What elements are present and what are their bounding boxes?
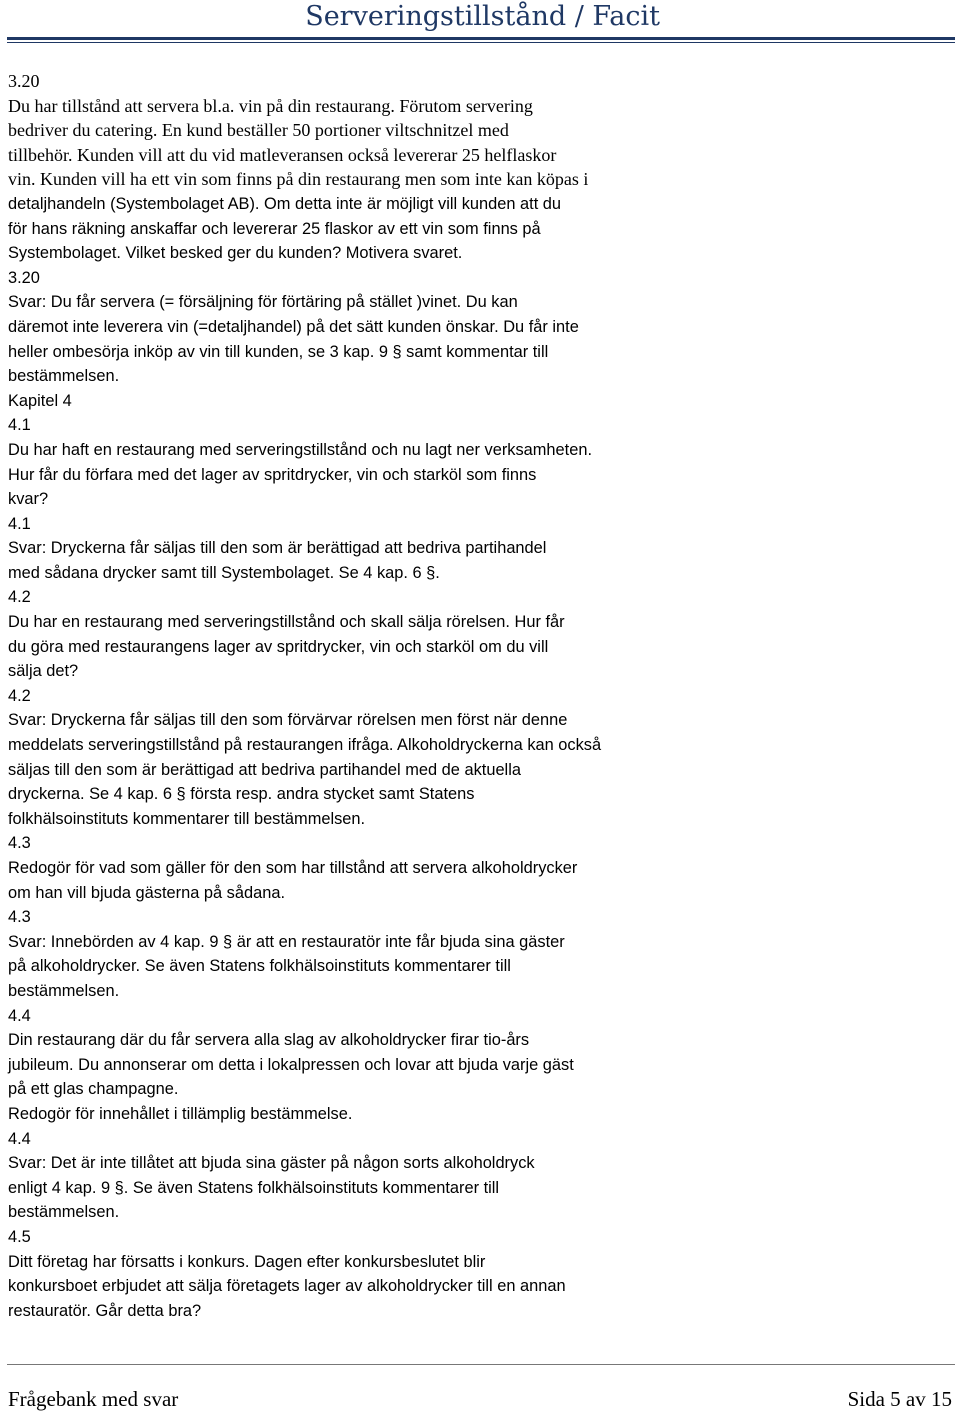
header-title: Serveringstillstånd / Facit xyxy=(305,1,660,32)
text-line: vin. Kunden vill ha ett vin som finns på din restaurang men som inte kan köpas i xyxy=(8,169,589,190)
text-line: 4.1 xyxy=(8,514,31,533)
text-line: Du har en restaurang med serveringstillstånd och skall sälja rörelsen. Hur får xyxy=(8,613,565,632)
text-line: Svar: Dryckerna får säljas till den som förvärvar rörelsen men först när denne xyxy=(8,711,568,730)
text-line: 4.1 xyxy=(8,416,31,435)
text-line: dryckerna. Se 4 kap. 6 § första resp. andra stycket samt Statens xyxy=(8,785,475,804)
text-line: Svar: Du får servera (= försäljning för förtäring på stället )vinet. Du kan xyxy=(8,293,518,312)
text-line: 4.3 xyxy=(8,908,31,927)
text-line: 3.20 xyxy=(8,268,40,287)
footer-document-title: Frågebank med svar xyxy=(8,1387,179,1411)
text-line: Hur får du förfara med det lager av spritdrycker, vin och starköl som finns xyxy=(8,465,537,484)
footer-rule xyxy=(7,1364,955,1365)
text-line: meddelats serveringstillstånd på restaurangen ifråga. Alkoholdryckerna kan också xyxy=(8,736,602,755)
text-line: bestämmelsen. xyxy=(8,367,120,386)
text-line: 3.20 xyxy=(8,71,40,91)
text-line: på alkoholdrycker. Se även Statens folkhälsoinstituts kommentarer till xyxy=(8,957,511,976)
text-line: bestämmelsen. xyxy=(8,1203,120,1222)
text-line: Du har haft en restaurang med serveringstillstånd och nu lagt ner verksamheten. xyxy=(8,440,593,459)
text-line: säljas till den som är berättigad att bedriva partihandel med de aktuella xyxy=(8,760,521,779)
text-line: Svar: Det är inte tillåtet att bjuda sina gäster på någon sorts alkoholdryck xyxy=(8,1154,535,1173)
text-line: 4.5 xyxy=(8,1227,31,1246)
text-line: konkursboet erbjudet att sälja företagets lager av alkoholdrycker till en annan xyxy=(8,1277,566,1296)
header-rule-thin xyxy=(7,42,955,43)
text-line: om han vill bjuda gästerna på sådana. xyxy=(8,883,286,902)
text-line: Kapitel 4 xyxy=(8,391,72,410)
text-line: sälja det? xyxy=(8,662,79,681)
text-line: Systembolaget. Vilket besked ger du kunden? Motivera svaret. xyxy=(8,244,463,263)
text-line: på ett glas champagne. xyxy=(8,1080,179,1099)
text-line: 4.3 xyxy=(8,834,31,853)
document-body xyxy=(8,69,948,1323)
text-line: bestämmelsen. xyxy=(8,981,120,1000)
text-line: Du har tillstånd att servera bl.a. vin på din restaurang. Förutom servering xyxy=(8,95,533,116)
text-line: Din restaurang där du får servera alla slag av alkoholdrycker firar tio-års xyxy=(8,1031,530,1050)
footer-page-number: Sida 5 av 15 xyxy=(847,1387,952,1411)
text-line: du göra med restaurangens lager av spritdrycker, vin och starköl om du vill xyxy=(8,637,549,656)
text-line: Redogör för innehållet i tillämplig bestämmelse. xyxy=(8,1104,353,1123)
text-line: Ditt företag har försatts i konkurs. Dagen efter konkursbeslutet blir xyxy=(8,1252,486,1271)
text-line: 4.2 xyxy=(8,686,31,705)
text-line: däremot inte leverera vin (=detaljhandel) på det sätt kunden önskar. Du får inte xyxy=(8,317,579,336)
text-line: detaljhandeln (Systembolaget AB). Om detta inte är möjligt vill kunden att du xyxy=(8,194,562,213)
text-line: med sådana drycker samt till Systembolaget. Se 4 kap. 6 §. xyxy=(8,563,440,582)
text-line: tillbehör. Kunden vill att du vid matleveransen också levererar 25 helflaskor xyxy=(8,144,557,165)
text-line: Svar: Innebörden av 4 kap. 9 § är att en restauratör inte får bjuda sina gäster xyxy=(8,932,565,951)
text-line: 4.4 xyxy=(8,1006,31,1025)
text-line: heller ombesörja inköp av vin till kunden, se 3 kap. 9 § samt kommentar till xyxy=(8,342,549,361)
text-line: Svar: Dryckerna får säljas till den som är berättigad att bedriva partihandel xyxy=(8,539,547,558)
header-rule-thick xyxy=(7,37,955,40)
text-line: restauratör. Går detta bra? xyxy=(8,1301,202,1320)
text-line: bedriver du catering. En kund beställer 50 portioner viltschnitzel med xyxy=(8,120,509,141)
text-line: Redogör för vad som gäller för den som har tillstånd att servera alkoholdrycker xyxy=(8,859,578,877)
text-line: folkhälsoinstituts kommentarer till bestämmelsen. xyxy=(8,809,366,828)
text-line: kvar? xyxy=(8,490,49,509)
text-line: 4.4 xyxy=(8,1129,31,1148)
text-line: för hans räkning anskaffar och levererar 25 flaskor av ett vin som finns på xyxy=(8,219,541,238)
text-line: 4.2 xyxy=(8,588,31,607)
text-line: jubileum. Du annonserar om detta i lokalpressen och lovar att bjuda varje gäst xyxy=(8,1055,574,1074)
text-line: enligt 4 kap. 9 §. Se även Statens folkhälsoinstituts kommentarer till xyxy=(8,1178,500,1197)
page-header xyxy=(0,0,960,44)
